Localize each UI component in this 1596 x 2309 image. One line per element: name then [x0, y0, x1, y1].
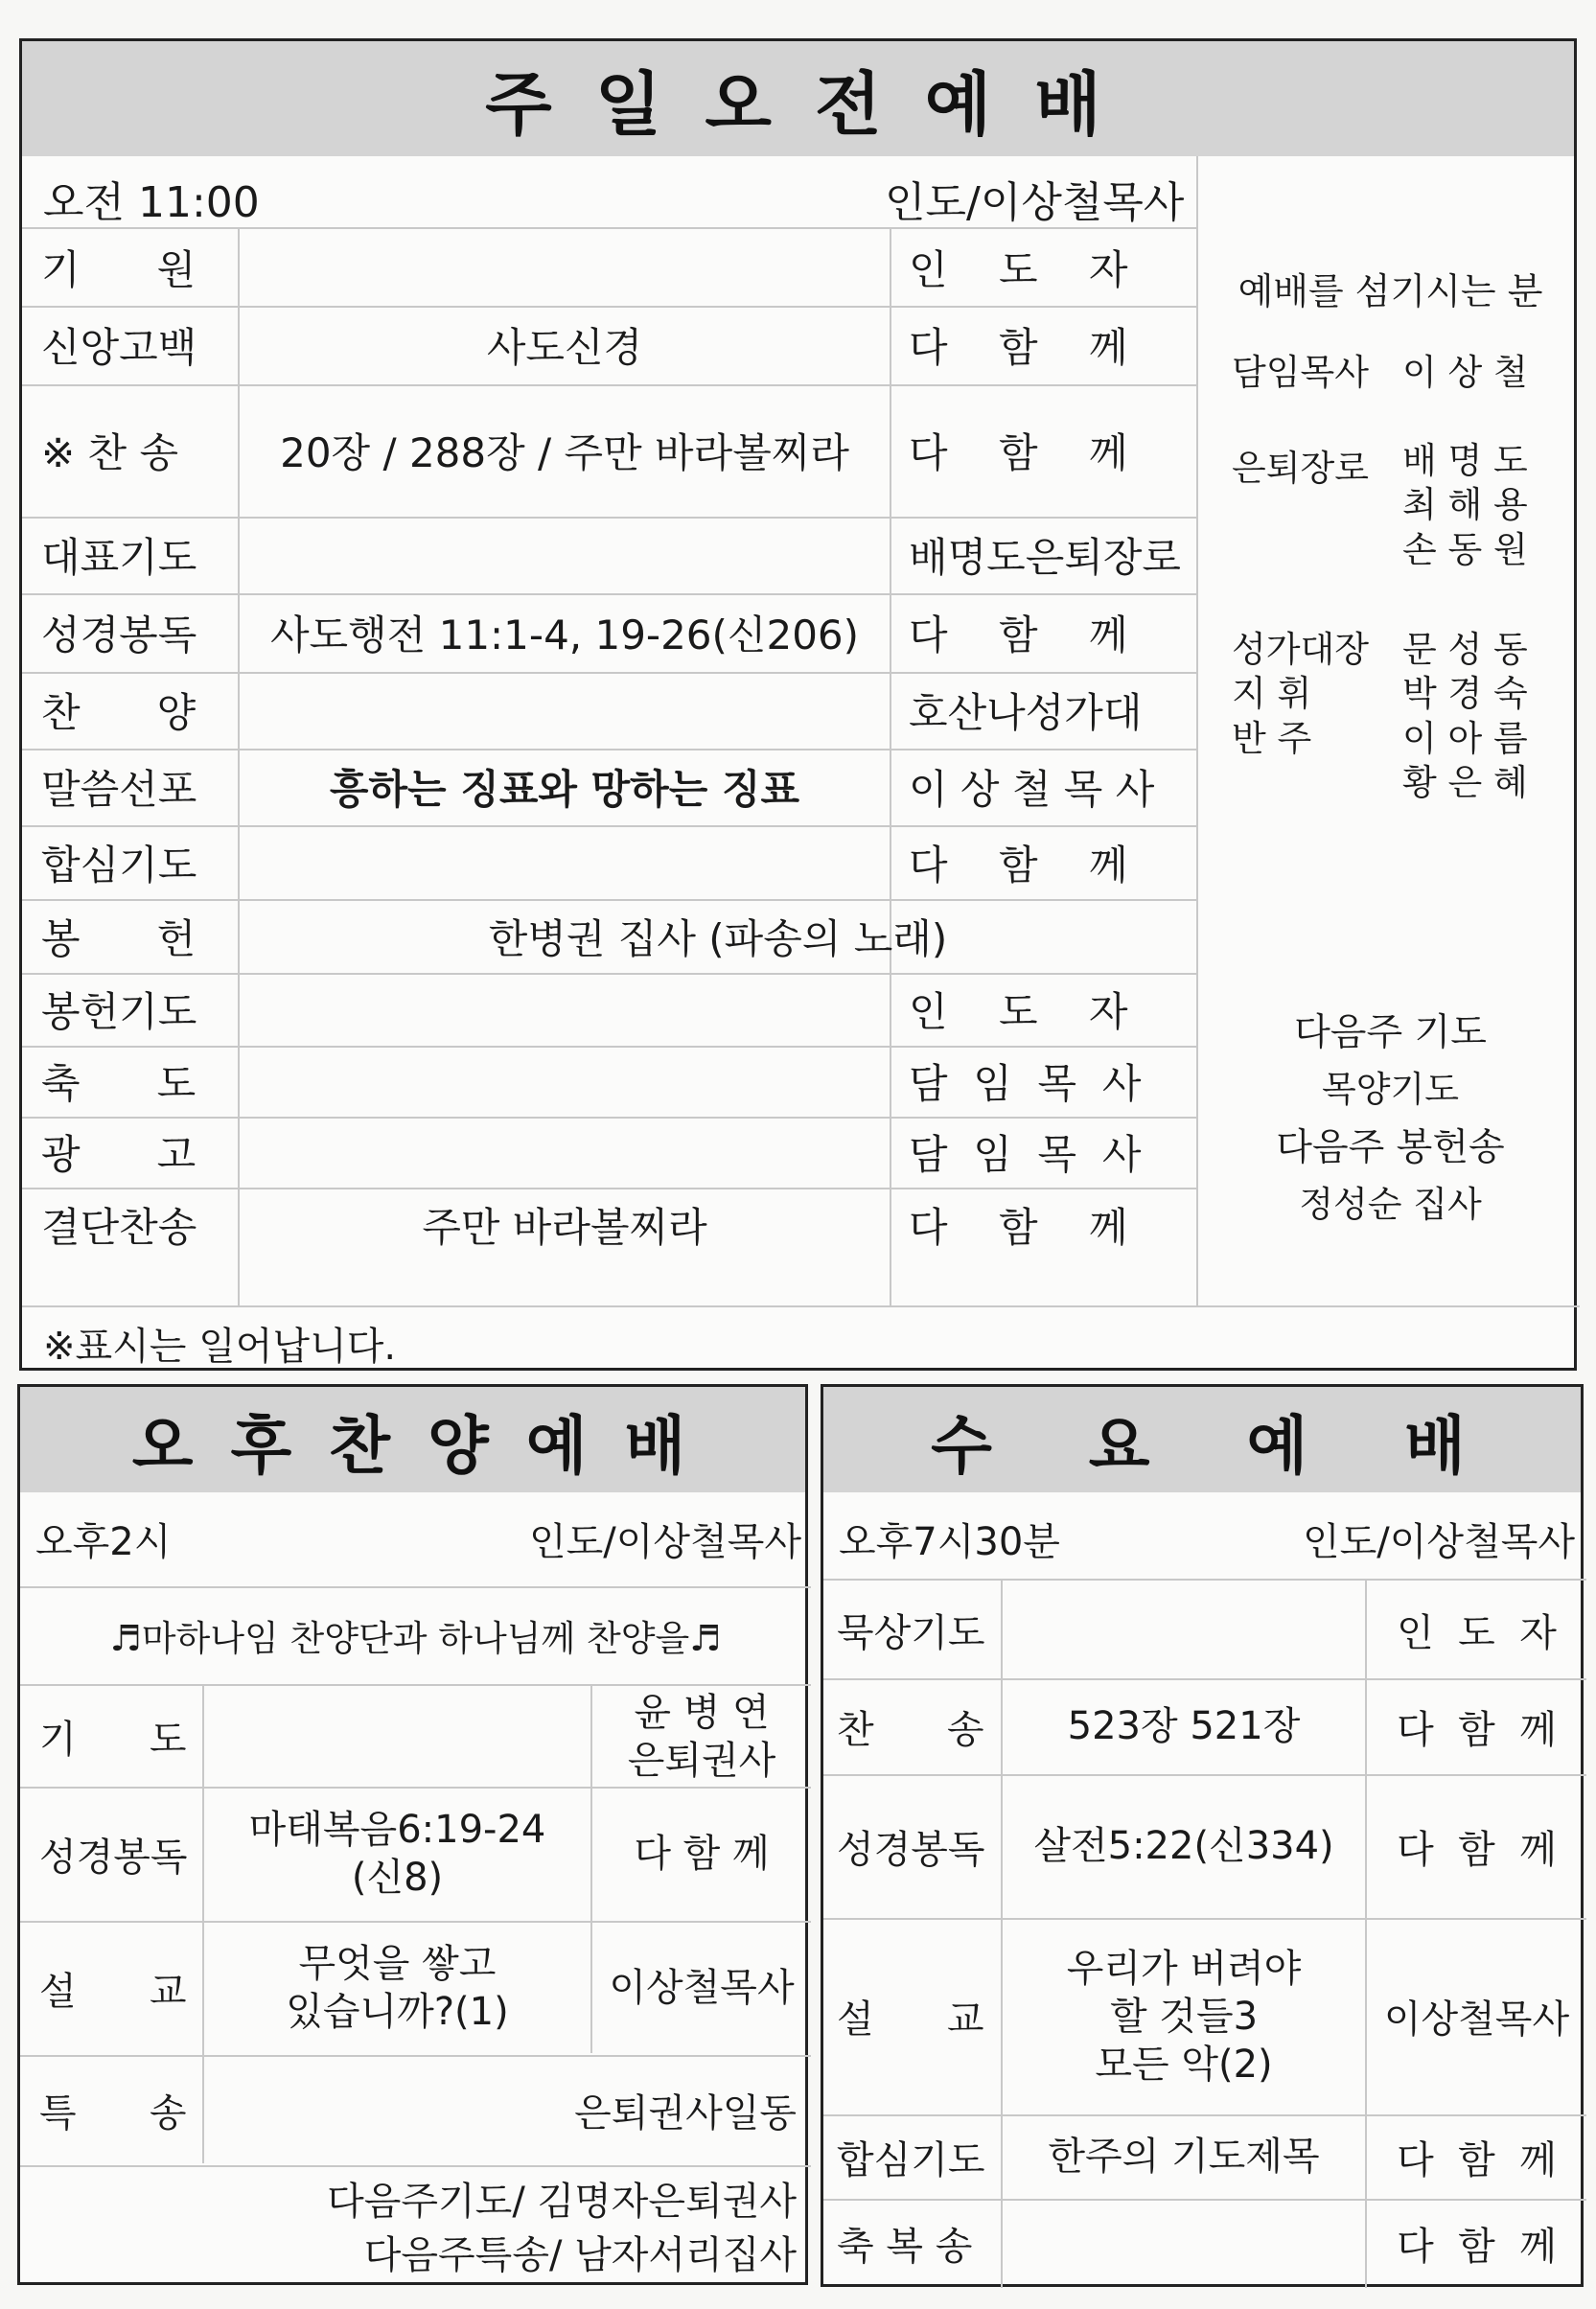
sunday-row-person: 담 임 목 사 [909, 1131, 1142, 1178]
afternoon-row-label: 기 도 [39, 1718, 187, 1762]
wednesday-time: 오후7시30분 [839, 1520, 1060, 1564]
wednesday-row-label: 성경봉독 [837, 1827, 985, 1872]
pastor-label: 담임목사 [1232, 352, 1369, 393]
wednesday-row-content [1003, 2199, 1365, 2287]
sunday-row-content: 한병권 집사 (파송의 노래) [488, 914, 948, 962]
next-offering-label: 다음주 봉헌송 [1276, 1126, 1505, 1169]
next-prayer-name: 목양기도 [1322, 1069, 1459, 1110]
afternoon-row-content [204, 1686, 590, 1787]
sunday-row-content [240, 973, 890, 1046]
wednesday-row-content [1003, 1581, 1365, 1678]
sunday-row-label: ※ 찬 송 [41, 429, 179, 476]
afternoon-row-content: 마태복음6:19-24 (신8) [248, 1808, 546, 1900]
next-offering-name: 정성순 집사 [1299, 1184, 1482, 1225]
wednesday-row-content: 한주의 기도제목 [1048, 2135, 1320, 2179]
elder-names: 배 명 도 최 해 용 손 동 원 [1402, 440, 1528, 570]
wednesday-row-person: 다 함 께 [1397, 2224, 1557, 2269]
wednesday-row-label: 설 교 [837, 1997, 984, 2042]
choir-names: 문 성 동 박 경 숙 이 아 름 황 은 혜 [1402, 629, 1528, 803]
afternoon-time: 오후2시 [35, 1520, 172, 1564]
sunday-leader: 인도/이상철목사 [885, 178, 1185, 227]
sidebar-heading: 예배를 섬기시는 분 [1237, 270, 1543, 312]
sunday-row-content [240, 1117, 890, 1188]
sunday-service-panel [19, 38, 1577, 1371]
wednesday-row-content: 살전5:22(신334) [1033, 1824, 1334, 1868]
wednesday-service-panel [821, 1384, 1584, 2287]
sunday-row-label: 신앙고백 [41, 324, 197, 371]
sunday-row-label: 성경봉독 [41, 612, 197, 658]
afternoon-next-prayer: 다음주기도/ 김명자은퇴권사 [327, 2180, 797, 2224]
choir-labels: 성가대장 지 휘 반 주 [1232, 629, 1369, 759]
sunday-row-label: 봉헌기도 [41, 988, 197, 1035]
sunday-row-label: 말씀선포 [41, 766, 197, 813]
wednesday-row-person: 다 함 께 [1397, 1827, 1557, 1872]
afternoon-row-person: 윤 병 연 은퇴권사 [627, 1690, 776, 1783]
pastor-name: 이 상 철 [1402, 352, 1528, 393]
sunday-row-content: 사도행전 11:1-4, 19-26(신206) [269, 612, 860, 658]
sunday-row-person: 이 상 철 목 사 [909, 766, 1155, 813]
sunday-row-person: 호산나성가대 [909, 689, 1143, 736]
sunday-row-content [240, 825, 890, 899]
sunday-row-label: 기 원 [41, 246, 197, 293]
wednesday-row-label: 합심기도 [837, 2137, 985, 2182]
sunday-row-content: 20장 / 288장 / 주만 바라볼찌라 [280, 429, 849, 476]
elder-label: 은퇴장로 [1232, 448, 1369, 489]
afternoon-next-special: 다음주특송/ 남자서리집사 [363, 2233, 797, 2277]
sunday-row-person: 다 함 께 [909, 429, 1128, 476]
afternoon-row-person: 이상철목사 [609, 1966, 795, 2010]
afternoon-banner: ♬마하나임 찬양단과 하나님께 찬양을♬ [109, 1618, 722, 1659]
sunday-row-person: 다 함 께 [909, 841, 1128, 889]
afternoon-service-panel [17, 1384, 808, 2285]
wednesday-title: 수 요 예 배 [823, 1387, 1581, 1492]
sunday-row-content [240, 1046, 890, 1117]
afternoon-row-content: 무엇을 쌓고 있습니까?(1) [286, 1942, 509, 2034]
sunday-row-person: 다 함 께 [909, 1203, 1128, 1251]
afternoon-row-label: 특 송 [39, 2091, 187, 2136]
afternoon-row-label: 성경봉독 [39, 1835, 188, 1880]
sunday-row-label: 대표기도 [41, 534, 197, 581]
wednesday-row-person: 다 함 께 [1397, 2137, 1557, 2182]
wednesday-row-label: 축 복 송 [837, 2224, 973, 2269]
afternoon-title: 오 후 찬 양 예 배 [20, 1387, 805, 1492]
sunday-row-content: 흥하는 징표와 망하는 징표 [329, 766, 800, 813]
sunday-time: 오전 11:00 [43, 178, 260, 227]
wednesday-row-label: 묵상기도 [837, 1610, 985, 1655]
sunday-row-label: 축 도 [41, 1060, 197, 1107]
sunday-row-person: 담 임 목 사 [909, 1060, 1142, 1107]
wednesday-row-person: 다 함 께 [1397, 1707, 1557, 1752]
afternoon-row-person: 다 함 께 [634, 1832, 770, 1876]
wednesday-row-content: 우리가 버려야 할 것들3 모든 악(2) [1066, 1946, 1302, 2087]
wednesday-row-label: 찬 송 [837, 1707, 984, 1752]
stand-note: ※표시는 일어납니다. [43, 1325, 397, 1369]
wednesday-row-person: 이상철목사 [1383, 1997, 1570, 2042]
afternoon-row-label: 설 교 [39, 1969, 187, 2014]
afternoon-leader: 인도/이상철목사 [529, 1520, 801, 1564]
wednesday-row-content: 523장 521장 [1067, 1704, 1301, 1748]
sunday-row-content: 사도신경 [486, 324, 643, 371]
afternoon-row-person: 은퇴권사일동 [574, 2091, 797, 2136]
sunday-row-label: 합심기도 [41, 841, 197, 889]
sunday-row-label: 봉 헌 [41, 914, 197, 962]
wednesday-row-person: 인 도 자 [1397, 1610, 1557, 1655]
sunday-row-content [240, 672, 890, 749]
sunday-row-content [240, 229, 890, 306]
sunday-row-person: 인 도 자 [909, 988, 1128, 1035]
sunday-row-person: 다 함 께 [909, 612, 1128, 658]
sunday-row-label: 광 고 [41, 1131, 197, 1178]
sunday-row-person: 배명도은퇴장로 [909, 534, 1182, 581]
sunday-row-label: 결단찬송 [41, 1203, 197, 1251]
sunday-row-label: 찬 양 [41, 689, 197, 736]
sunday-title: 주 일 오 전 예 배 [22, 41, 1574, 156]
wednesday-leader: 인도/이상철목사 [1303, 1520, 1575, 1564]
sunday-row-person: 다 함 께 [909, 324, 1128, 371]
sunday-row-person: 인 도 자 [909, 246, 1128, 293]
sunday-row-content: 주만 바라볼찌라 [422, 1203, 707, 1251]
next-prayer-label: 다음주 기도 [1294, 1011, 1487, 1054]
sunday-row-content [240, 517, 890, 593]
